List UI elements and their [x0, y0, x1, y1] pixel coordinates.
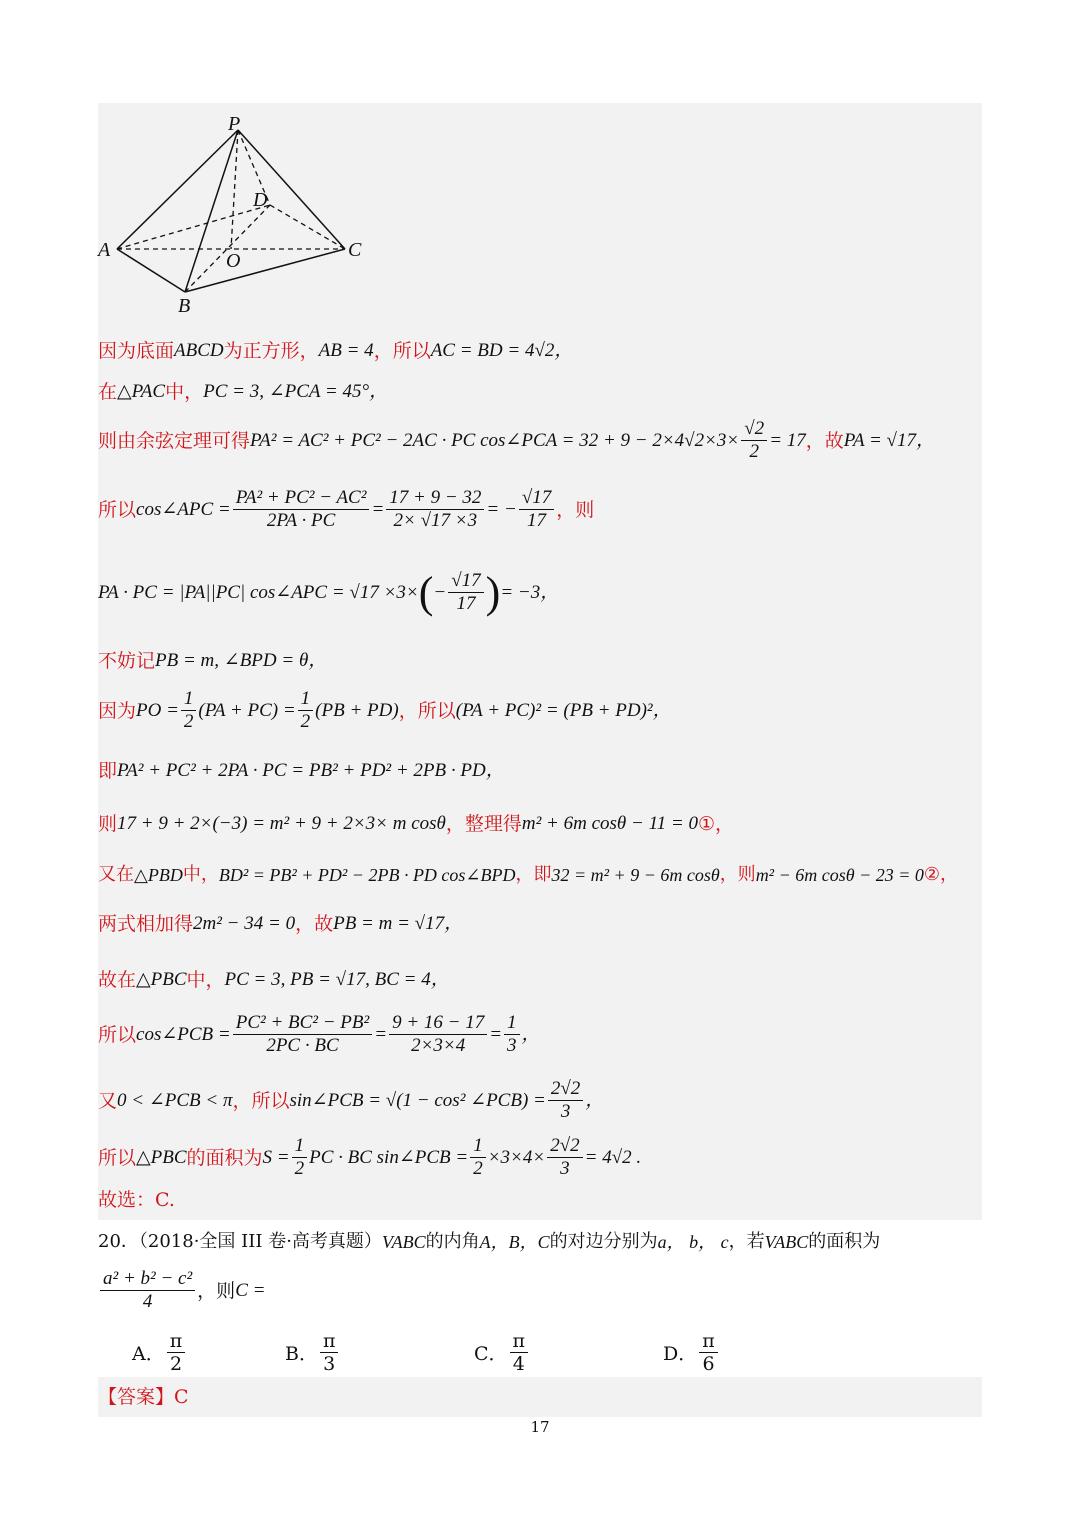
math: PA = √17	[843, 429, 916, 451]
solution-line-15	[98, 1135, 641, 1180]
math: = −	[486, 498, 517, 520]
text: ，则	[719, 864, 756, 885]
math: ，	[444, 913, 464, 934]
text: 因为底面	[98, 340, 175, 362]
numerator: a² + b² − c²	[100, 1268, 195, 1291]
denominator: 2	[183, 711, 194, 732]
denominator: 17	[527, 510, 547, 531]
fraction	[470, 1135, 486, 1180]
math: PB = m, ∠BPD = θ	[155, 650, 309, 671]
math: m² + 6m cosθ − 11 = 0	[521, 813, 698, 834]
text: 因为	[98, 699, 137, 722]
math: BD² = PB² + PD² − 2PB · PD cos∠BPD	[218, 865, 516, 885]
math: a， b， c	[657, 1232, 729, 1252]
denominator: 17	[456, 593, 476, 614]
math: 0 < ∠PCB < π	[117, 1089, 233, 1111]
math: ，	[308, 650, 328, 671]
text: 则由余弦定理可得	[98, 429, 251, 452]
text: ，所以	[398, 699, 456, 722]
text: 所以	[98, 1146, 137, 1169]
text: 中，	[182, 864, 219, 885]
math: 17 + 9 + 2×(−3) = m² + 9 + 2×3× m cosθ	[117, 813, 446, 834]
math: ABCD	[174, 340, 224, 361]
numerator: 1	[470, 1135, 486, 1158]
solution-line-9	[98, 810, 734, 838]
text: 中，	[165, 381, 204, 403]
final-choice-text: 故选：C.	[98, 1189, 175, 1211]
math: ，	[554, 340, 574, 361]
math: (PA + PC) =	[198, 699, 296, 721]
text: 又	[98, 1089, 118, 1112]
denominator: 2	[294, 1158, 305, 1179]
label-d: D	[253, 189, 268, 211]
numerator: π	[699, 1330, 718, 1353]
denominator: 3	[560, 1158, 570, 1179]
denominator: 2	[300, 711, 311, 732]
math: S =	[262, 1146, 290, 1168]
fraction	[386, 487, 484, 532]
solution-line-5: PA · PC = |PA||PC| cos∠APC = √17 ×3× ( − $\frac{√17}{17}$ ) = −3 ，	[98, 567, 560, 617]
numerator: PA² + PC² − AC²	[233, 487, 370, 510]
fraction	[233, 487, 370, 532]
choice-d[interactable]	[663, 1330, 720, 1375]
math: = 4√2 .	[584, 1146, 642, 1168]
text: ，即	[515, 864, 552, 885]
text: ，则	[197, 1279, 236, 1302]
math: ，	[521, 1023, 541, 1045]
pyramid-figure	[95, 112, 385, 317]
denominator: 2	[749, 441, 759, 462]
math: VABC	[381, 1232, 426, 1252]
numerator: 2√2	[548, 1078, 583, 1101]
numerator: 1	[298, 688, 314, 711]
math: ，	[585, 1089, 605, 1111]
solution-line-16	[98, 1186, 175, 1214]
math: ，	[540, 581, 560, 603]
math: 32 = m² + 9 − 6m cosθ	[551, 865, 720, 885]
math: AB = 4	[318, 340, 374, 361]
denominator: 3	[323, 1353, 336, 1375]
solution-line-4: 所以 cos∠APC = $\frac{\text{PA² + PC² − AC²}}{2PA \cdot PC}$ = $\frac{17 + 9 - 32}{2\times √17 \times 3}$ = − $\frac{√17}{17}$ ，则	[98, 487, 595, 531]
math: C =	[235, 1279, 266, 1301]
fraction	[547, 1135, 582, 1180]
fraction	[181, 688, 197, 733]
label-c: C	[348, 239, 362, 261]
text: 的面积为	[808, 1231, 881, 1252]
numerator: 17 + 9 − 32	[386, 487, 484, 510]
math: A，B，C	[479, 1232, 550, 1252]
math: PB = m = √17	[333, 913, 445, 934]
text: 在	[98, 381, 118, 403]
denominator: 2	[169, 1353, 183, 1375]
solution-line-14	[98, 1078, 604, 1123]
math: PO =	[136, 699, 179, 721]
fraction	[389, 1012, 487, 1057]
text: 不妨记	[98, 650, 156, 672]
fraction	[519, 487, 554, 532]
answer-value: C	[174, 1386, 189, 1408]
solution-line-13: 所以 cos∠PCB = $\frac{\text{PC² + BC² − PB²}}{2PC \cdot BC}$ = $\frac{9 + 16 - 17}{2\times 3\times 4}$ = $\frac{1}{3}$ ，	[98, 1012, 541, 1056]
text: ，整理得	[445, 813, 522, 835]
question-line-2	[98, 1268, 265, 1313]
answer-line	[98, 1383, 189, 1411]
text: ②，	[923, 864, 958, 885]
solution-line-2	[98, 378, 388, 406]
label-p: P	[228, 113, 241, 135]
text: 又在	[98, 864, 134, 885]
fraction	[741, 418, 767, 463]
math: (PA + PC)² = (PB + PD)²	[455, 699, 653, 721]
math: PA² + PC² + 2PA · PC = PB² + PD² + 2PB · PD	[117, 760, 486, 781]
numerator: 1	[504, 1012, 520, 1035]
numerator: PC² + BC² − PB²	[233, 1012, 373, 1035]
label-a: A	[98, 239, 111, 261]
text: 两式相加得	[98, 913, 194, 935]
choice-label: B．	[285, 1343, 318, 1365]
numerator: √17	[519, 487, 554, 510]
fraction	[448, 570, 483, 615]
fraction	[699, 1330, 718, 1375]
math: ×3×4×	[487, 1146, 546, 1168]
fraction	[548, 1078, 583, 1123]
math: ，	[915, 429, 935, 451]
denominator: 2PA · PC	[266, 510, 336, 531]
math: PC = 3, ∠PCA = 45°	[203, 381, 370, 402]
math: = 17	[769, 429, 806, 451]
math: m² − 6m cosθ − 23 = 0	[755, 865, 924, 885]
numerator: π	[510, 1330, 529, 1353]
fraction	[320, 1330, 339, 1375]
text: 即	[98, 760, 118, 782]
math: △PBC	[136, 969, 187, 990]
choice-label: D．	[663, 1343, 698, 1365]
solution-line-6	[98, 647, 327, 675]
page-number: 17	[530, 1418, 550, 1436]
math: cos∠APC =	[136, 498, 231, 520]
numerator: π	[167, 1330, 186, 1353]
choice-label: A．	[132, 1343, 165, 1365]
fraction	[100, 1268, 195, 1313]
denominator: 4	[512, 1353, 525, 1375]
denominator: 3	[507, 1035, 517, 1056]
math: △PBC	[136, 1146, 187, 1168]
fraction	[298, 688, 314, 733]
text: ，则	[556, 498, 595, 521]
text: ，若	[728, 1231, 765, 1252]
denominator: 2PC · BC	[266, 1035, 339, 1056]
numerator: √2	[741, 418, 767, 441]
choice-c[interactable]	[474, 1330, 530, 1375]
fraction	[292, 1135, 308, 1180]
math: △PBD	[134, 865, 183, 885]
numerator: 1	[181, 688, 197, 711]
choice-label: C．	[474, 1343, 508, 1365]
solution-line-1	[98, 337, 573, 365]
text: 所以	[98, 1023, 137, 1046]
math: 2m² − 34 = 0	[193, 913, 296, 934]
text: ，故	[295, 913, 334, 935]
fraction	[510, 1330, 529, 1375]
solution-line-3	[98, 418, 935, 463]
denominator: 3	[560, 1101, 571, 1122]
denominator: 4	[142, 1291, 153, 1312]
fraction	[504, 1012, 520, 1057]
denominator: 6	[702, 1353, 715, 1375]
answer-panel	[98, 1377, 982, 1417]
math: (PB + PD)	[315, 699, 399, 721]
solution-line-8	[98, 757, 505, 785]
text: 则	[98, 813, 118, 835]
text: ，所以	[232, 1089, 290, 1112]
question-number: 20．（2018·全国 III 卷·高考真题）	[98, 1231, 382, 1252]
text: ，所以	[373, 340, 431, 362]
label-b: B	[178, 295, 191, 317]
solution-line-10	[98, 861, 958, 889]
numerator: √17	[448, 570, 483, 593]
math: = −3	[500, 581, 541, 603]
numerator: 1	[292, 1135, 308, 1158]
math: sin∠PCB = √(1 − cos² ∠PCB) =	[289, 1089, 546, 1111]
fraction	[233, 1012, 373, 1057]
label-o: O	[226, 250, 241, 272]
answer-label: 【答案】	[98, 1386, 175, 1408]
numerator: π	[320, 1330, 339, 1353]
fraction	[167, 1330, 186, 1375]
math: PA² = AC² + PC² − 2AC · PC cos∠PCA = 32 + 9 − 2×4√2×3×	[250, 429, 740, 451]
math: AC = BD = 4√2	[430, 340, 555, 361]
text: 的内角	[425, 1231, 480, 1252]
denominator: 2× √17 ×3	[393, 510, 478, 531]
math: ，	[652, 699, 672, 721]
math: PA · PC = |PA||PC| cos∠APC = √17 ×3×	[98, 581, 419, 603]
math: PC = 3, PB = √17, BC = 4	[224, 969, 431, 990]
math: PC · BC sin∠PCB =	[309, 1146, 469, 1168]
numerator: 9 + 16 − 17	[389, 1012, 487, 1035]
math: ，	[369, 381, 389, 402]
text: 故在	[98, 969, 137, 991]
choice-b[interactable]	[285, 1330, 340, 1375]
solution-line-7	[98, 688, 672, 733]
text: 为正方形，	[223, 340, 319, 362]
text: 的对边分别为	[549, 1231, 658, 1252]
math: ，	[430, 969, 450, 990]
denominator: 2×3×4	[411, 1035, 466, 1056]
question-line-1	[98, 1228, 880, 1256]
math: ，	[485, 760, 505, 781]
denominator: 2	[473, 1158, 483, 1179]
math: △PAC	[117, 381, 166, 402]
text: 中，	[186, 969, 225, 991]
math: VABC	[764, 1232, 809, 1252]
text: ①，	[698, 813, 735, 835]
numerator: 2√2	[547, 1135, 582, 1158]
solution-line-12	[98, 966, 450, 994]
solution-line-11	[98, 910, 463, 938]
choice-a[interactable]	[132, 1330, 187, 1375]
text: ，故	[805, 429, 844, 452]
text: 的面积为	[186, 1146, 263, 1169]
math: cos∠PCB =	[136, 1023, 231, 1045]
text: 所以	[98, 498, 137, 521]
